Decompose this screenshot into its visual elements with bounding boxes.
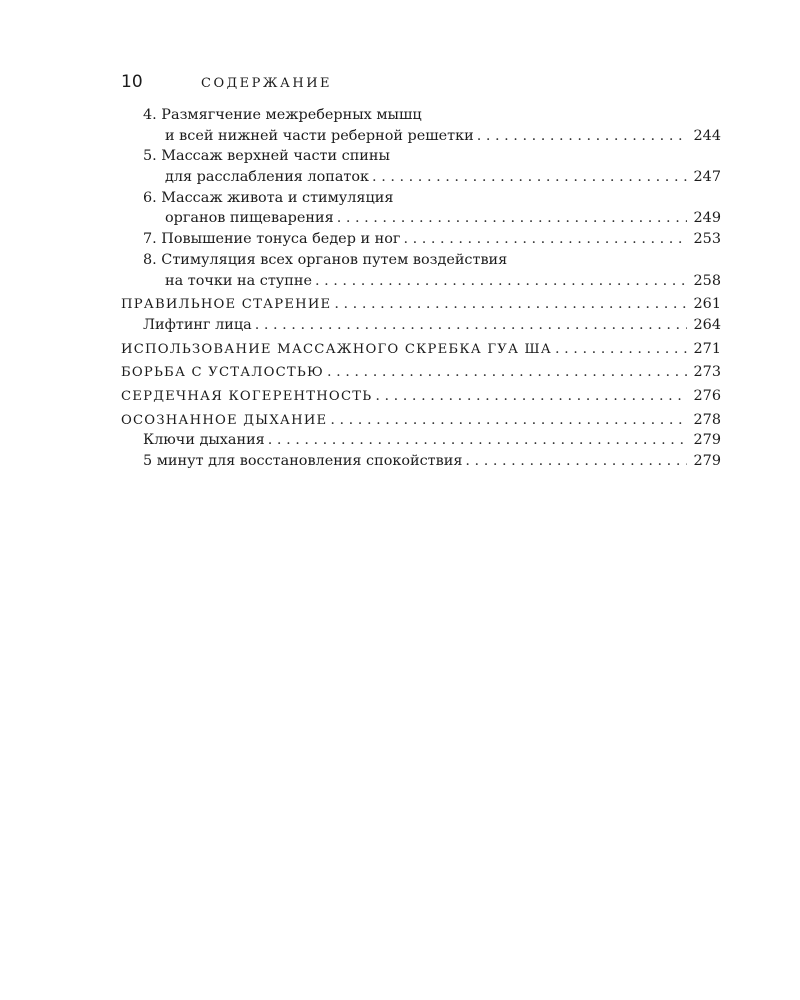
dot-leader [375,386,687,407]
toc-section-title: ИСПОЛЬЗОВАНИЕ МАССАЖНОГО СКРЕБКА ГУА ША [121,341,552,357]
dot-leader [268,430,687,451]
dot-leader [334,294,687,315]
toc-page-number: 264 [693,316,721,333]
toc-entry-text: и всей нижней части реберной решетки [165,127,474,144]
toc-section-title: ПРАВИЛЬНОЕ СТАРЕНИЕ [121,297,332,313]
toc-entry-text: 5. Массаж верхней части спины [143,148,390,165]
toc-entry-8-line-1[interactable] [121,250,721,271]
dot-leader [403,229,687,250]
toc-section-guasha[interactable] [121,339,721,360]
toc-entry-text: Ключи дыхания [143,432,265,449]
toc-section-title: БОРЬБА С УСТАЛОСТЬЮ [121,365,324,381]
toc-page-number: 244 [693,127,721,144]
toc-entry-text: 7. Повышение тонуса бедер и ног [143,231,401,248]
toc-page-number: 247 [693,169,721,186]
toc-entry-text: для расслабления лопаток [165,169,370,186]
dot-leader [330,410,687,431]
toc-entry-6-line-1[interactable] [121,188,721,209]
toc-entry-lifting[interactable] [121,315,721,336]
toc-entry-text: 4. Размягчение межреберных мышц [143,107,422,123]
toc-entry-5-line-2[interactable] [121,167,721,188]
toc-section-title: СЕРДЕЧНАЯ КОГЕРЕНТНОСТЬ [121,388,373,404]
toc-entry-text: органов пищеварения [165,210,334,227]
dot-leader [315,271,687,292]
table-of-contents [121,105,721,472]
toc-page-number: 249 [693,210,721,227]
toc-section-breathing[interactable] [121,410,721,431]
toc-entry-4-line-1[interactable] [121,105,721,126]
dot-leader [477,126,687,147]
toc-section-coherence[interactable] [121,386,721,407]
toc-page-number: 253 [693,231,721,248]
toc-entry-7[interactable] [121,229,721,250]
toc-section-aging[interactable] [121,294,721,315]
running-title: СОДЕРЖАНИЕ [201,76,333,91]
page-header [121,72,332,96]
toc-page-number: 261 [693,296,721,313]
toc-entry-text: 8. Стимуляция всех органов путем воздействия [143,251,508,268]
dot-leader [372,167,687,188]
toc-entry-4-line-2[interactable] [121,126,721,147]
toc-entry-5-line-1[interactable] [121,146,721,167]
toc-entry-text: 5 минут для восстановления спокойствия [143,453,463,469]
toc-page-number: 278 [693,411,721,428]
dot-leader [255,315,687,336]
toc-entry-8-line-2[interactable] [121,271,721,292]
toc-page-number: 276 [693,387,721,404]
toc-page-number: 258 [693,272,721,289]
dot-leader [327,362,687,383]
toc-page-number: 271 [693,340,721,357]
toc-entry-breathing-keys[interactable] [121,430,721,451]
dot-leader [555,339,687,360]
toc-entry-6-line-2[interactable] [121,208,721,229]
toc-entry-text: на точки на ступне [165,272,312,289]
toc-section-title: ОСОЗНАННОЕ ДЫХАНИЕ [121,412,328,428]
toc-section-fatigue[interactable] [121,362,721,383]
page-number: 10 [121,72,143,92]
toc-entry-calm[interactable] [121,451,721,472]
toc-page-number: 279 [693,453,721,469]
toc-entry-text: Лифтинг лица [143,316,252,333]
toc-page-number: 273 [693,364,721,381]
dot-leader [337,208,687,229]
toc-page-number: 279 [693,432,721,449]
toc-entry-text: 6. Массаж живота и стимуляция [143,189,394,206]
dot-leader [465,451,687,472]
